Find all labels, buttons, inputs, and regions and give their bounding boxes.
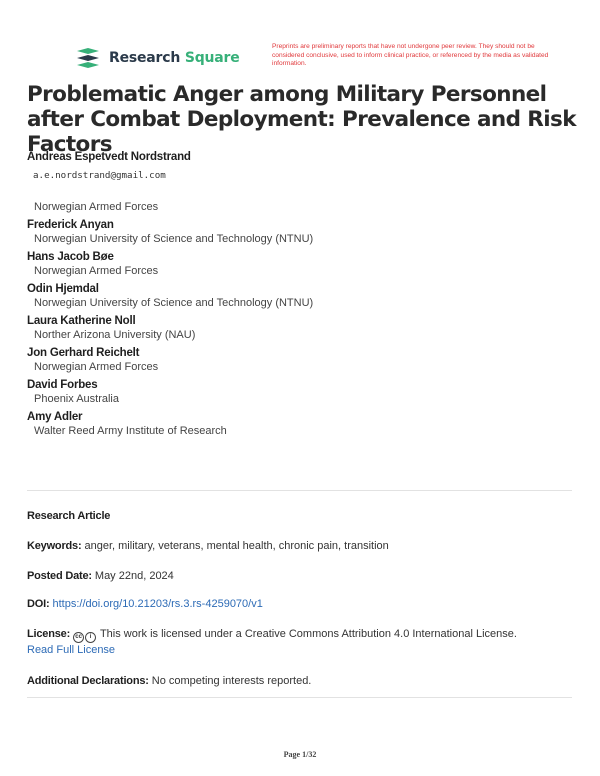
posted-date-row — [27, 569, 572, 584]
keywords-label: Keywords: — [27, 540, 82, 552]
author-affiliation: Norwegian University of Science and Technology (NTNU) — [34, 297, 314, 309]
author-list — [27, 150, 572, 442]
research-square-logo[interactable] — [75, 47, 240, 69]
author-name: Jon Gerhard Reichelt — [27, 347, 140, 359]
declarations-value: No competing interests reported. — [151, 675, 312, 687]
page-number: Page 1/32 — [283, 750, 317, 759]
doi-link[interactable]: https://doi.org/10.21203/rs.3.rs-4259070/v1 — [52, 598, 263, 610]
author-affiliation: Norwegian University of Science and Technology (NTNU) — [34, 233, 314, 245]
author-name: Amy Adler — [27, 411, 83, 423]
article-type-label: Research Article — [27, 510, 111, 522]
by-icon: i — [85, 632, 96, 643]
doi-label: DOI: — [27, 598, 50, 610]
keywords-row — [27, 539, 572, 554]
license-text: This work is licensed under a Creative Commons Attribution 4.0 International License. — [99, 628, 517, 640]
author-affiliation: Walter Reed Army Institute of Research — [34, 425, 227, 437]
posted-date-value: May 22nd, 2024 — [94, 570, 174, 582]
paper-title: Problematic Anger among Military Personnel after Combat Deployment: Prevalence and Risk Factors — [27, 82, 576, 157]
section-divider — [27, 697, 572, 698]
section-divider — [27, 490, 572, 491]
preprint-notice: Preprints are preliminary reports that have not undergone peer review. They should not be considered conclusive, used to inform clinical practice, or referenced by the media as validated information. — [272, 43, 549, 68]
posted-date-label: Posted Date: — [27, 570, 92, 582]
keywords-value: anger, military, veterans, mental health, chronic pain, transition — [84, 540, 389, 552]
author-name: Laura Katherine Noll — [27, 315, 136, 327]
author-affiliation: Norwegian Armed Forces — [34, 361, 159, 373]
read-full-license-link[interactable]: Read Full License — [27, 644, 116, 656]
research-square-logo-icon — [75, 47, 101, 69]
author-affiliation: Norther Arizona University (NAU) — [34, 329, 196, 341]
author-name: Frederick Anyan — [27, 219, 114, 231]
author-name: David Forbes — [27, 379, 98, 391]
license-row — [27, 627, 572, 658]
logo-word-square: Square — [184, 50, 240, 66]
article-type — [27, 509, 572, 524]
declarations-row — [27, 674, 572, 689]
author-affiliation: Norwegian Armed Forces — [34, 201, 159, 213]
author-email[interactable]: a.e.nordstrand@gmail.com — [33, 170, 166, 181]
license-label: License: — [27, 628, 71, 640]
author-name: Andreas Espetvedt Nordstrand — [27, 151, 191, 163]
logo-wordmark — [109, 50, 240, 66]
logo-word-research: Research — [109, 50, 181, 66]
author-affiliation: Phoenix Australia — [34, 393, 119, 405]
doi-row — [27, 597, 572, 612]
cc-icon: cc — [73, 632, 84, 643]
declarations-label: Additional Declarations: — [27, 675, 149, 687]
author-name: Odin Hjemdal — [27, 283, 99, 295]
author-name: Hans Jacob Bøe — [27, 251, 114, 263]
author-affiliation: Norwegian Armed Forces — [34, 265, 159, 277]
